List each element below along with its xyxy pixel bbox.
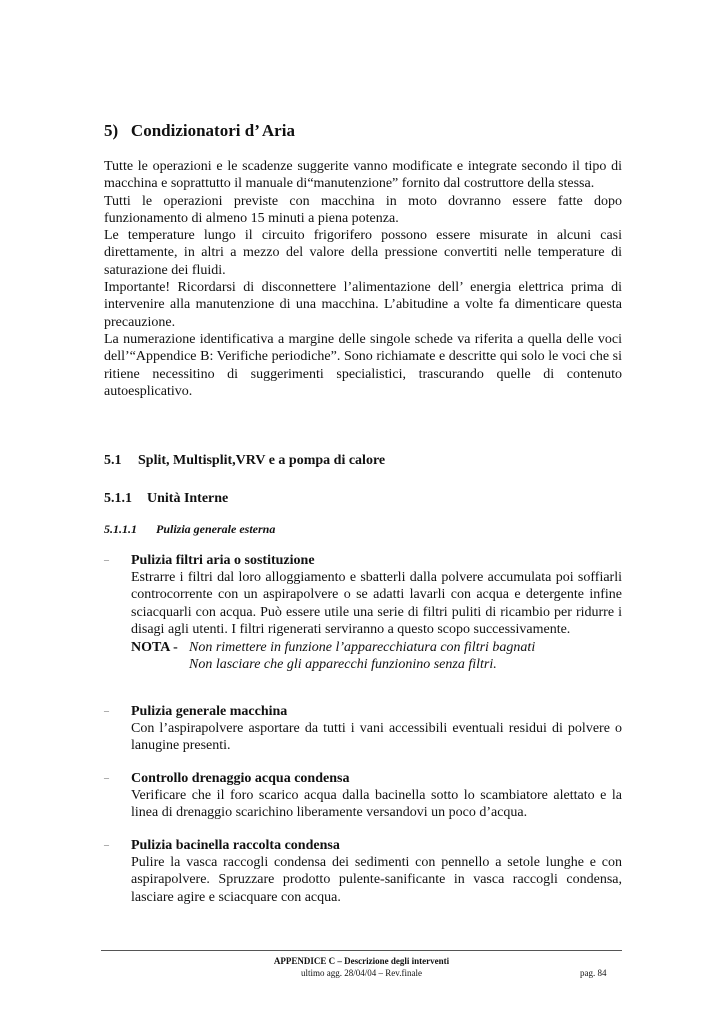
list-item [104,552,622,673]
chapter-heading [104,121,295,141]
section-number: 5.1 [104,453,122,468]
nota-label: NOTA - [131,640,178,656]
footer-title: APPENDICE C – Descrizione degli interventi [273,956,450,966]
list-item [104,703,622,755]
subsubsection-title: Pulizia generale esterna [156,522,276,536]
chapter-number: 5) [104,121,119,140]
footer-divider [101,950,622,951]
subsubsection-number: 5.1.1.1 [104,522,137,536]
section-heading [104,453,385,469]
subsection-title: Unità Interne [147,491,229,506]
nota-block [131,639,622,673]
dash-bullet: – [104,840,109,851]
intro-text [104,158,622,400]
item-title: Pulizia bacinella raccolta condensa [131,838,340,853]
item-text: Pulire la vasca raccogli condensa dei sedimenti con pennello a setole lunghe e con aspirapolvere. Spruzzare prodotto pulente-sanificante in vasca raccogli condensa, lasciare agire e sciacquare con acqua. [131,855,622,905]
item-title: Pulizia generale macchina [131,704,288,719]
dash-bullet: – [104,773,109,784]
intro-paragraph: La numerazione identificativa a margine delle singole schede va riferita a quella delle voci dell’“Appendice B: Verifiche periodiche”. Sono richiamate e descritte qui solo le voci che si ritiene necessitino di suggerimenti specialistici, trascurando quelle di contenuto autoesplicativo. [104,331,622,399]
intro-paragraph: Tutte le operazioni e le scadenze suggerite vanno modificate e integrate secondo il tipo di macchina e soprattutto il manuale di“manutenzione” fornito dal costruttore della stessa. [104,159,622,192]
item-title: Pulizia filtri aria o sostituzione [131,553,315,568]
nota-line: Non rimettere in funzione l’apparecchiatura con filtri bagnati [189,640,536,656]
list-item [104,837,622,906]
intro-paragraph: Tutti le operazioni previste con macchina in moto dovranno essere fatte dopo funzionamento di almeno 15 minuti a piena potenza. [104,193,622,226]
subsection-heading [104,491,228,507]
item-text: Estrarre i filtri dal loro alloggiamento e sbatterli dalla polvere accumulata poi soffiarli controcorrente con un aspirapolvere o se adatti lavarli con acqua e detergente infine sciacquarli con acqua. Può essere utile una serie di filtri puliti di ricambio per ridurre i disagi agli utenti. I filtri rigenerati serviranno a questo scopo successivamente. [131,570,622,637]
list-item [104,770,622,822]
subsubsection-heading [104,522,275,537]
chapter-title: Condizionatori d’ Aria [130,121,295,140]
section-title: Split, Multisplit,VRV e a pompa di calore [138,453,386,468]
item-title: Controllo drenaggio acqua condensa [131,771,350,786]
dash-bullet: – [104,555,109,566]
page-number: pag. 84 [580,968,607,978]
item-text: Verificare che il foro scarico acqua dalla bacinella sotto lo scambiatore alettato e la linea di drenaggio scarichino liberamente versandovi un poco d’acqua. [131,788,622,821]
footer-revision: ultimo agg. 28/04/04 – Rev.finale [301,968,422,978]
intro-paragraph: Importante! Ricordarsi di disconnettere l’alimentazione dell’ energia elettrica prima di intervenire alla manutenzione di una macchina. L’abitudine a volte fa dimenticare questa precauzione. [104,280,622,330]
subsection-number: 5.1.1 [104,491,132,506]
dash-bullet: – [104,706,109,717]
item-text: Con l’aspirapolvere asportare da tutti i vani accessibili eventuali residui di polvere o lanugine presenti. [131,721,622,754]
intro-paragraph: Le temperature lungo il circuito frigorifero possono essere misurate in alcuni casi direttamente, in altri a mezzo del valore della pressione convertiti nelle temperature di saturazione dei fluidi. [104,228,622,278]
nota-line: Non lasciare che gli apparecchi funzionino senza filtri. [189,657,497,673]
